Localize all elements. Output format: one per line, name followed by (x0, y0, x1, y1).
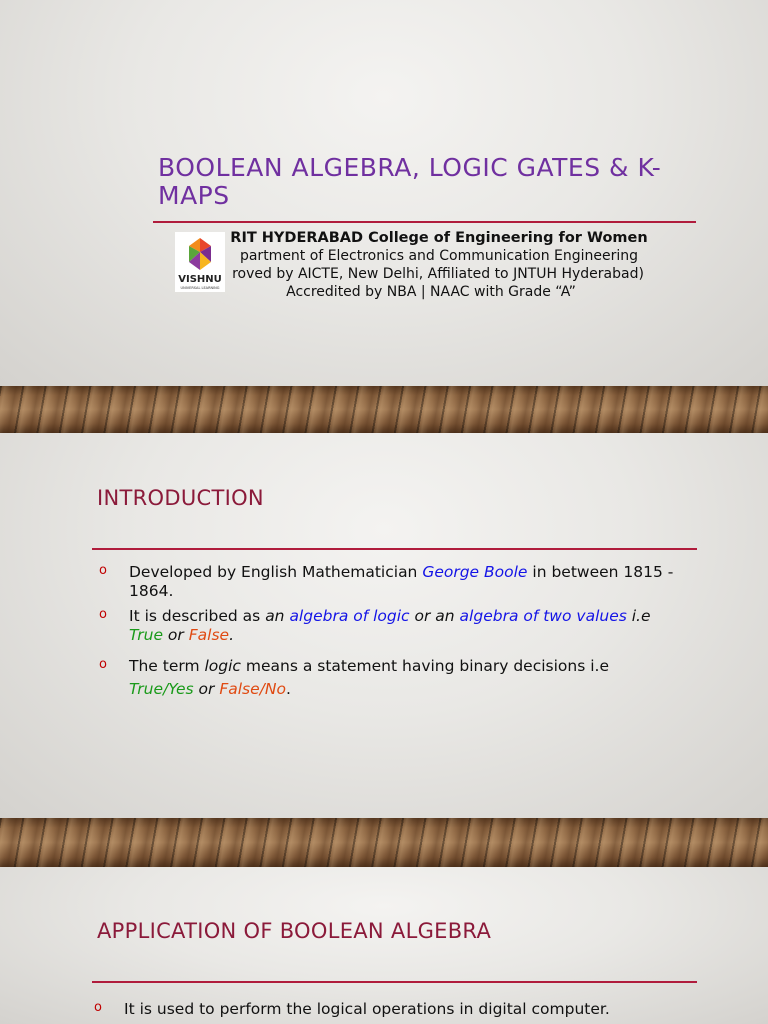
department-line: partment of Electronics and Communication Engineering (239, 248, 639, 264)
bullet-text: The term (129, 657, 205, 675)
logo-subtext: UNIVERSAL LEARNING (180, 286, 220, 290)
introduction-heading: INTRODUCTION (97, 486, 264, 510)
logic-text: logic (204, 657, 241, 675)
algebra-two-values-text: algebra of two values (459, 607, 627, 625)
slide-3 (0, 867, 768, 1024)
bullet-text: or (193, 680, 220, 698)
introduction-rule (92, 548, 697, 550)
bullet-text: or an (409, 607, 460, 625)
introduction-bullets (97, 563, 689, 707)
bullet-text: i.e (626, 607, 651, 625)
slide-divider-wood (0, 386, 768, 433)
slide-title: BOOLEAN ALGEBRA, LOGIC GATES & K-MAPS (158, 153, 662, 210)
slide-divider-wood (0, 818, 768, 867)
bullet-text: or (163, 626, 189, 644)
slide-2 (0, 433, 768, 818)
bullet-text: It is used to perform the logical operations in digital computer. (124, 1000, 610, 1018)
false-no-text: False/No (219, 680, 286, 698)
title-rule (153, 221, 696, 223)
false-text: False (188, 626, 230, 644)
application-rule (92, 981, 697, 983)
college-name: RIT HYDERABAD College of Engineering for Women (230, 230, 648, 246)
list-item (97, 563, 689, 601)
bullet-marker: o (99, 657, 107, 672)
bullet-marker: o (99, 563, 107, 578)
logo-text: VISHNU (178, 274, 222, 285)
bullet-text: It is described as (129, 607, 266, 625)
george-boole-text: George Boole (422, 563, 528, 581)
list-item (97, 607, 689, 645)
slide-1 (0, 0, 768, 386)
college-credits (190, 229, 658, 301)
list-item (92, 1000, 692, 1019)
bullet-marker: o (99, 607, 107, 622)
bullet-text: . (285, 680, 291, 698)
bullet-text: an (265, 607, 290, 625)
bullet-text: Developed by English Mathematician (129, 563, 423, 581)
accreditation-line: Accredited by NBA | NAAC with Grade “A” (286, 284, 576, 300)
approval-line: roved by AICTE, New Delhi, Affiliated to JNTUH Hyderabad) (232, 266, 644, 282)
true-text: True (129, 626, 163, 644)
application-bullets (92, 1000, 692, 1024)
application-heading: APPLICATION OF BOOLEAN ALGEBRA (97, 919, 492, 943)
true-yes-text: True/Yes (129, 680, 194, 698)
bullet-text: in between 1815 - 1864. (129, 563, 674, 600)
algebra-of-logic-text: algebra of logic (289, 607, 410, 625)
bullet-text: means a statement having binary decisions i.e (240, 657, 610, 675)
bullet-text: . (229, 626, 234, 644)
bullet-marker: o (94, 1000, 102, 1015)
list-item (97, 655, 689, 701)
